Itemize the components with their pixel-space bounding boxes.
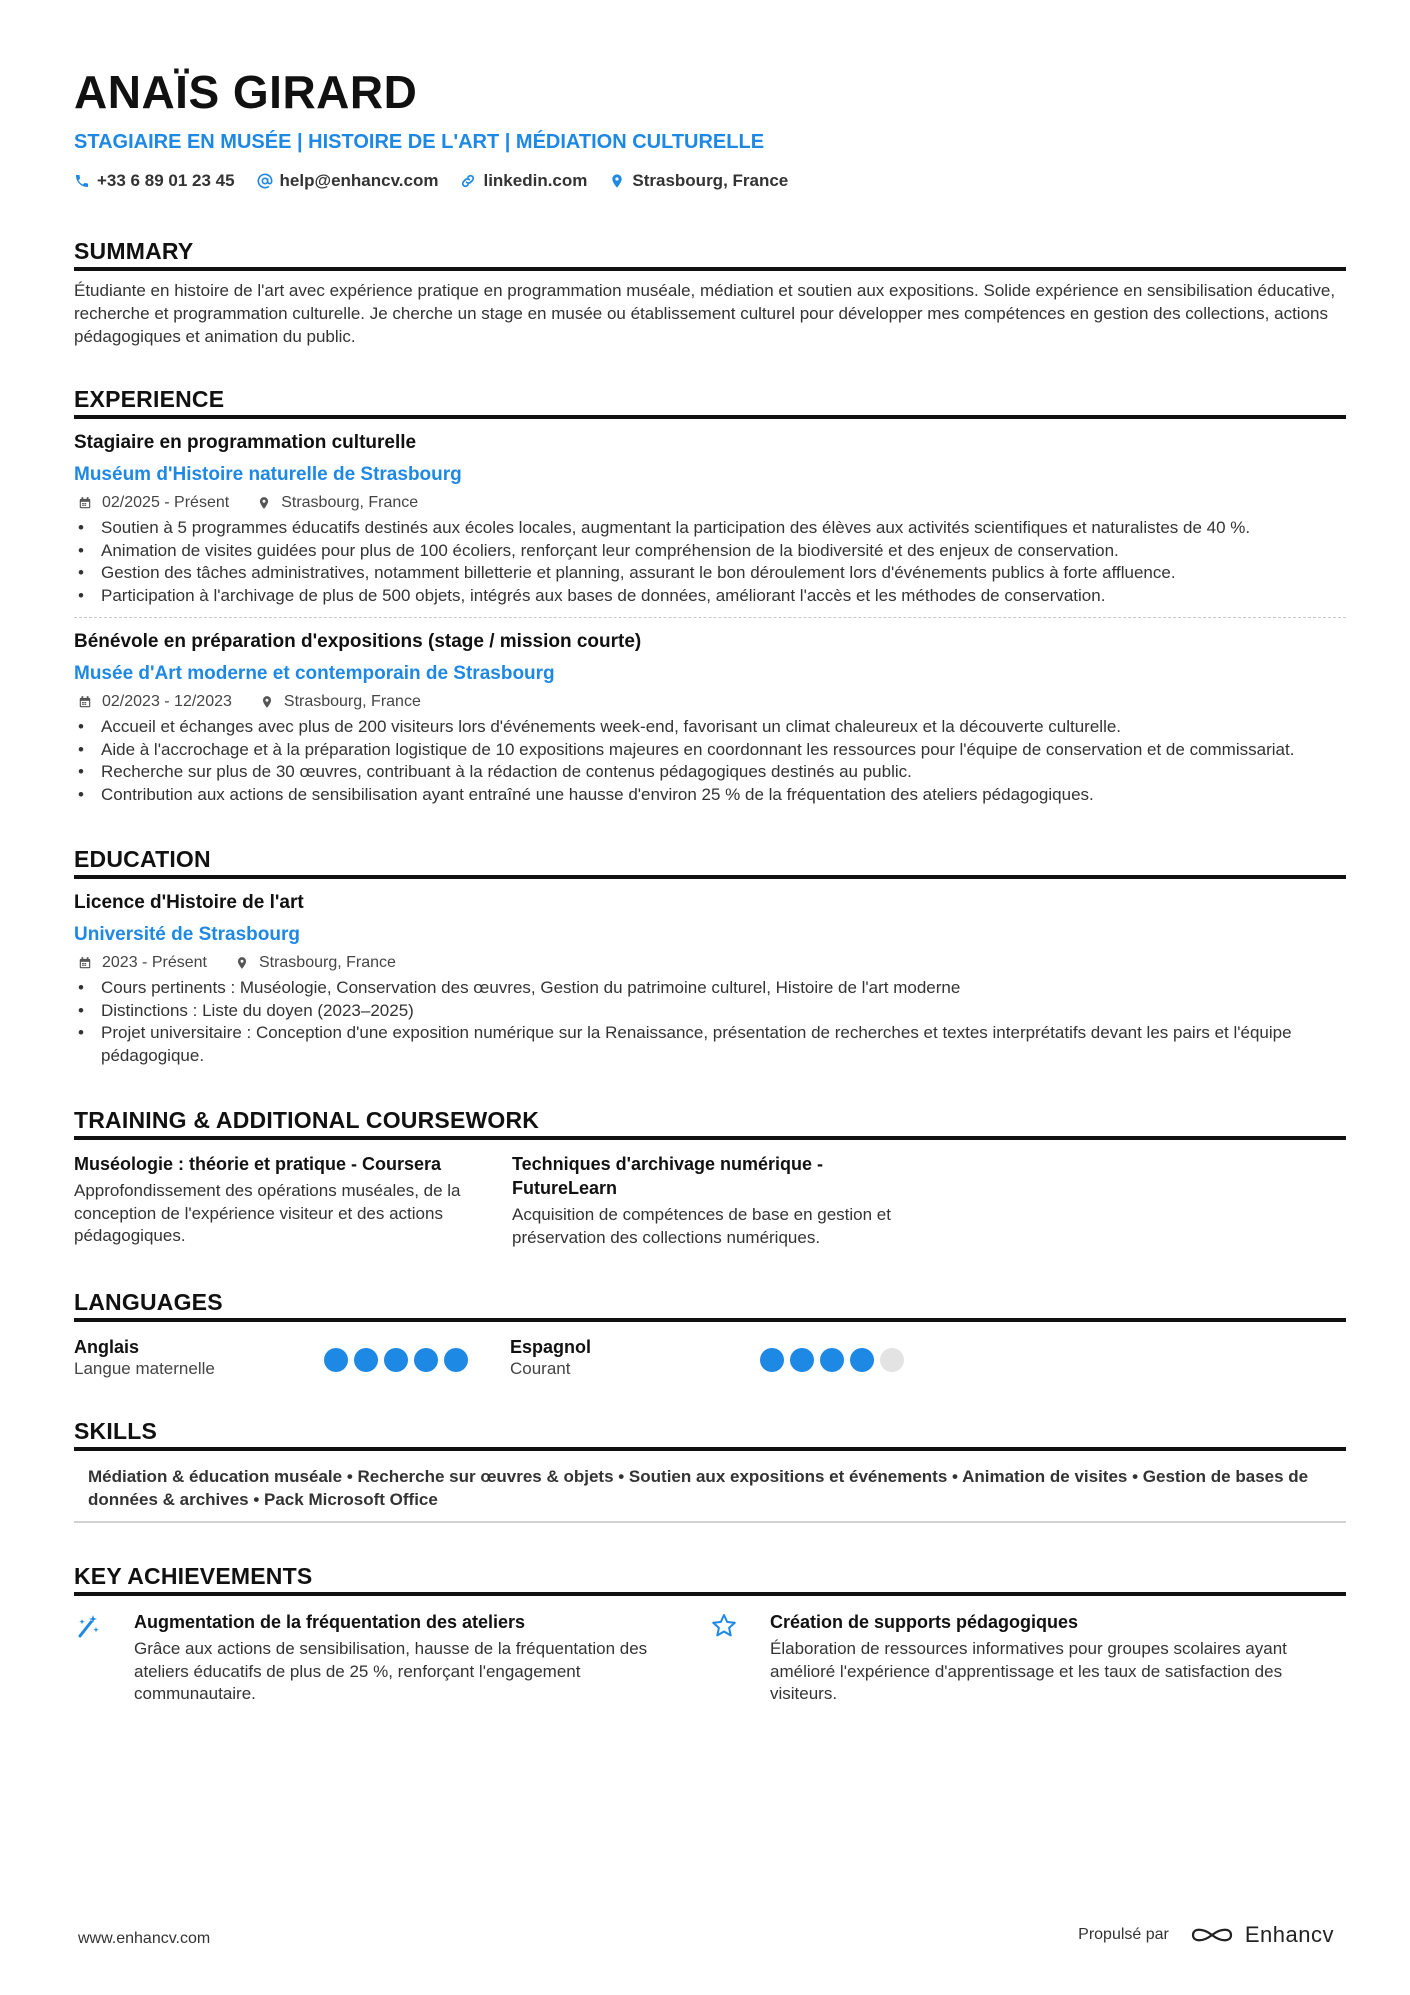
education-meta — [74, 953, 1346, 973]
map-pin-icon — [609, 173, 625, 189]
education-section — [74, 846, 1346, 1067]
contact-bar — [74, 170, 1346, 192]
section-title: LANGUAGES — [74, 1289, 1346, 1322]
proficiency-dot-empty — [880, 1348, 904, 1372]
achievement-item — [710, 1610, 1346, 1706]
bullet-item: • Projet universitaire : Conception d'une exposition numérique sur la Renaissance, présentation de recherches et textes interprétatifs devant les pairs et l'équipe pédagogique. — [74, 1022, 1346, 1067]
language-text — [74, 1336, 324, 1380]
email-text: help@enhancv.com — [279, 171, 439, 190]
experience-entry — [74, 630, 1346, 806]
course-item — [74, 1152, 464, 1249]
language-level: Langue maternelle — [74, 1359, 215, 1378]
map-pin-icon — [260, 695, 274, 709]
bullet-item: • Distinctions : Liste du doyen (2023–2025) — [74, 1000, 1346, 1023]
achievement-description: Grâce aux actions de sensibilisation, hausse de la fréquentation des ateliers éducatifs de plus de 25 %, renforçant l'engagement communautaire. — [134, 1639, 648, 1703]
achievements-grid — [74, 1610, 1346, 1706]
course-description: Approfondissement des opérations muséales, de la conception de l'expérience visiteur et des actions pédagogiques. — [74, 1181, 461, 1245]
dates-text: 02/2023 - 12/2023 — [102, 693, 232, 710]
job-meta — [74, 692, 1346, 712]
education-entry — [74, 891, 1346, 1067]
phone-icon — [74, 173, 90, 189]
achievement-icon-wrap — [710, 1610, 770, 1706]
contact-location — [609, 171, 788, 191]
job-location — [253, 494, 418, 512]
location-text: Strasbourg, France — [632, 171, 789, 190]
achievement-description: Élaboration de ressources informatives pour groupes scolaires ayant amélioré l'expérience d'apprentissage et les taux de satisfaction des visiteurs. — [770, 1639, 1287, 1703]
bullet-item: • Aide à l'accrochage et à la préparation logistique de 10 expositions majeures en coordonnant les ressources pour l'équipe de conservation et de commissariat. — [74, 739, 1346, 762]
proficiency-dot-filled — [324, 1348, 348, 1372]
language-name: Anglais — [74, 1337, 140, 1357]
bullet-list — [74, 977, 1346, 1067]
at-sign-icon — [257, 173, 273, 189]
section-title: TRAINING & ADDITIONAL COURSEWORK — [74, 1107, 1346, 1140]
proficiency-dot-filled — [414, 1348, 438, 1372]
entry-divider — [74, 617, 1346, 618]
language-item — [74, 1336, 510, 1380]
section-title: SKILLS — [74, 1418, 1346, 1451]
candidate-headline: STAGIAIRE EN MUSÉE | HISTOIRE DE L'ART | MÉDIATION CULTURELLE — [74, 131, 765, 153]
course-title: Muséologie : théorie et pratique - Coursera — [74, 1154, 442, 1174]
degree-title: Licence d'Histoire de l'art — [74, 892, 304, 913]
job-title: Bénévole en préparation d'expositions (stage / mission courte) — [74, 631, 642, 652]
brand-name: Enhancv — [1244, 1922, 1334, 1947]
calendar-icon — [78, 695, 92, 709]
experience-section — [74, 386, 1346, 806]
contact-email[interactable] — [257, 171, 439, 191]
achievements-section — [74, 1563, 1346, 1706]
achievement-body — [770, 1610, 1340, 1706]
resume-header — [74, 66, 1346, 192]
footer-branding[interactable] — [1078, 1922, 1334, 1948]
proficiency-dots — [760, 1348, 910, 1380]
skills-section — [74, 1418, 1346, 1523]
languages-section — [74, 1289, 1346, 1380]
course-item — [512, 1152, 902, 1249]
star-icon — [710, 1612, 738, 1640]
bullet-item: • Contribution aux actions de sensibilisation ayant entraîné une hausse d'environ 25 % de la fréquentation des ateliers pédagogiques. — [74, 784, 1346, 807]
language-text — [510, 1336, 760, 1380]
job-title: Stagiaire en programmation culturelle — [74, 432, 417, 453]
languages-list — [74, 1336, 1346, 1380]
proficiency-dot-filled — [850, 1348, 874, 1372]
summary-section — [74, 238, 1346, 348]
resume-content — [74, 66, 1346, 1706]
proficiency-dot-filled — [760, 1348, 784, 1372]
bullet-item: • Recherche sur plus de 30 œuvres, contribuant à la rédaction de contenus pédagogiques destinés au public. — [74, 761, 1346, 784]
bullet-list — [74, 716, 1346, 806]
contact-linkedin[interactable] — [460, 171, 587, 191]
job-meta — [74, 493, 1346, 513]
job-dates — [74, 693, 232, 711]
proficiency-dots — [324, 1348, 474, 1380]
bullet-item: • Cours pertinents : Muséologie, Conservation des œuvres, Gestion du patrimoine culturel, Histoire de l'art moderne — [74, 977, 1346, 1000]
training-grid — [74, 1152, 1346, 1249]
section-title: KEY ACHIEVEMENTS — [74, 1563, 1346, 1596]
calendar-icon — [78, 496, 92, 510]
map-pin-icon — [235, 956, 249, 970]
proficiency-dot-filled — [444, 1348, 468, 1372]
achievement-title: Augmentation de la fréquentation des ateliers — [134, 1612, 526, 1632]
employer-name: Muséum d'Histoire naturelle de Strasbourg — [74, 464, 462, 485]
bullet-list — [74, 517, 1346, 607]
section-title: EXPERIENCE — [74, 386, 1346, 419]
linkedin-text: linkedin.com — [483, 171, 588, 190]
section-title: EDUCATION — [74, 846, 1346, 879]
employer-name: Musée d'Art moderne et contemporain de Strasbourg — [74, 663, 555, 684]
achievement-body — [134, 1610, 704, 1706]
proficiency-dot-filled — [790, 1348, 814, 1372]
candidate-name: ANAÏS GIRARD — [74, 66, 418, 118]
language-name: Espagnol — [510, 1337, 592, 1357]
achievement-item — [74, 1610, 710, 1706]
bullet-item: • Gestion des tâches administratives, notamment billetterie et planning, assurant le bon déroulement lors d'événements publics à forte affluence. — [74, 562, 1346, 585]
course-title: Techniques d'archivage numérique - FutureLearn — [512, 1154, 824, 1198]
education-dates — [74, 954, 207, 972]
magic-wand-icon — [74, 1612, 102, 1640]
bullet-item: • Animation de visites guidées pour plus de 100 écoliers, renforçant leur compréhension de la biodiversité et des enjeux de conservation. — [74, 540, 1346, 563]
experience-entry — [74, 431, 1346, 607]
location-text: Strasbourg, France — [283, 693, 421, 710]
dates-text: 2023 - Présent — [102, 954, 207, 971]
achievement-icon-wrap — [74, 1610, 134, 1706]
bullet-item: • Soutien à 5 programmes éducatifs destinés aux écoles locales, augmentant la participation des élèves aux activités scientifiques et naturalistes de 40 %. — [74, 517, 1346, 540]
footer-website[interactable]: www.enhancv.com — [78, 1930, 211, 1947]
school-name: Université de Strasbourg — [74, 924, 300, 945]
proficiency-dot-filled — [354, 1348, 378, 1372]
language-item — [510, 1336, 946, 1380]
job-location — [256, 693, 421, 711]
summary-text: Étudiante en histoire de l'art avec expérience pratique en programmation muséale, médiation et soutien aux expositions. Solide expérience en sensibilisation éducative, recherche et programmation culturelle. Je cherche un stage en musée ou établissement culturel pour développer mes compétences en gestion des collections, actions pédagogiques et animation du public. — [74, 281, 1336, 346]
enhancv-logo-icon — [1189, 1922, 1235, 1948]
location-text: Strasbourg, France — [258, 954, 396, 971]
contact-phone[interactable] — [74, 171, 235, 191]
section-title: SUMMARY — [74, 238, 1346, 271]
powered-by-text: Propulsé par — [1078, 1926, 1169, 1943]
training-section — [74, 1107, 1346, 1249]
proficiency-dot-filled — [820, 1348, 844, 1372]
map-pin-icon — [257, 496, 271, 510]
language-level: Courant — [510, 1359, 571, 1378]
achievement-title: Création de supports pédagogiques — [770, 1612, 1079, 1632]
bullet-item: • Accueil et échanges avec plus de 200 visiteurs lors d'événements week-end, favorisant un climat chaleureux et la découverte culturelle. — [74, 716, 1346, 739]
location-text: Strasbourg, France — [281, 494, 419, 511]
calendar-icon — [78, 956, 92, 970]
phone-text: +33 6 89 01 23 45 — [97, 171, 235, 190]
bullet-item: • Participation à l'archivage de plus de 500 objets, intégrés aux bases de données, améliorant l'accès et les méthodes de conservation. — [74, 585, 1346, 608]
job-dates — [74, 494, 229, 512]
skills-list: Médiation & éducation muséale • Recherche sur œuvres & objets • Soutien aux expositions et événements • Animation de visites • Gestion de bases de données & archives • Pack Microsoft Office — [74, 1465, 1346, 1523]
course-description: Acquisition de compétences de base en gestion et préservation des collections numériques. — [512, 1205, 891, 1247]
dates-text: 02/2025 - Présent — [102, 494, 230, 511]
link-icon — [460, 173, 476, 189]
education-location — [231, 954, 396, 972]
proficiency-dot-filled — [384, 1348, 408, 1372]
